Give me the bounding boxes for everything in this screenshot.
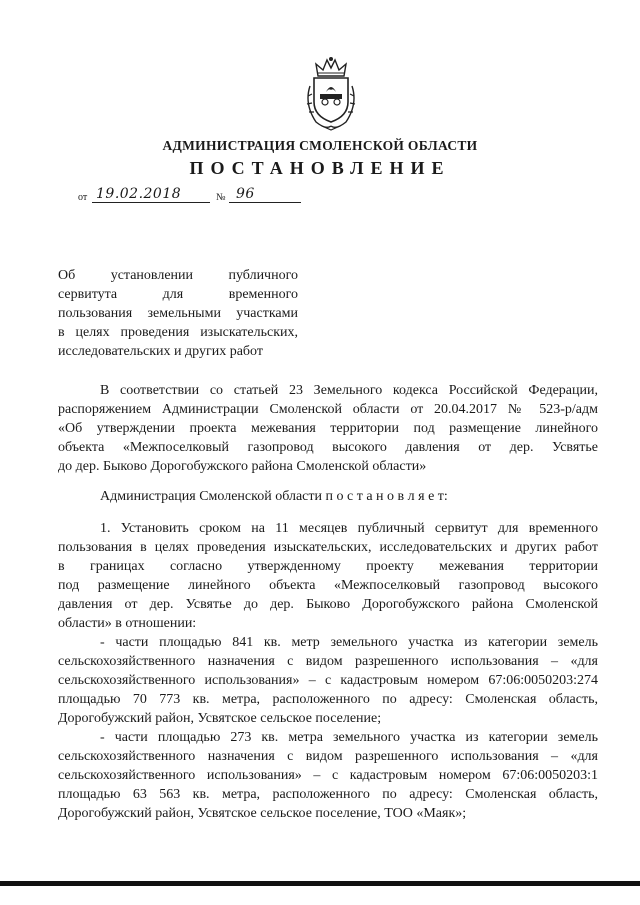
document-subject [58,266,298,361]
number-label: № [216,192,226,203]
bullet-1-paragraph [58,633,598,728]
text-line: «Об утверждении проекта межевания территории под размещение линейного [58,421,598,436]
text-line: Дорогобужский район, Усвятское сельское поселение; [58,711,382,726]
text-line: Администрация Смоленской области п о с т а н о в л я е т: [100,489,448,504]
number-value: 96 [236,186,255,202]
subject-line: исследовательских и других работ [58,344,263,359]
text-line: области» в отношении: [58,616,197,631]
document-type: ПОСТАНОВЛЕНИЕ [189,158,451,178]
date-value: 19.02.2018 [96,186,182,202]
text-line: 1. Установить сроком на 11 месяцев публичный сервитут для временного [100,521,598,536]
text-line: площадью 70 773 кв. метра, расположенного по адресу: Смоленская область, [58,692,598,707]
subject-line: Об установлении публичного [58,268,298,283]
bullet-2-paragraph [58,728,598,823]
subject-line: сервитута для временного [58,287,298,302]
text-line: в границах согласно утвержденному проекту межевания территории [58,559,598,574]
page-bottom-border [0,881,640,886]
text-line: давления от дер. Усвятье до дер. Быково Дорогобужского района Смоленской [58,597,598,612]
text-line: объекта «Межпоселковый газопровод высокого давления от дер. Усвятье [58,440,598,455]
text-line: пользования в целях проведения изыскательских, исследовательских и других работ [58,540,598,555]
document-meta [78,188,378,210]
text-line: сельскохозяйственного назначения с видом разрешенного использования – «для [58,654,598,669]
item-1-paragraph [58,519,598,633]
text-line: - части площадью 273 кв. метра земельного участка из категории земель [100,730,598,745]
preamble-paragraph [58,381,598,476]
coat-of-arms-icon [300,56,362,132]
text-line: до дер. Быково Дорогобужского района Смоленской области» [58,459,427,474]
date-label: от [78,192,88,203]
text-line: распоряжением Администрации Смоленской области от 20.04.2017 № 523-р/адм [58,402,598,417]
text-line: В соответствии со статьей 23 Земельного кодекса Российской Федерации, [100,383,598,398]
text-line: сельскохозяйственного использования» – с кадастровым номером 67:06:0050203:274 [58,673,598,688]
text-line: - части площадью 841 кв. метр земельного участка из категории земель [100,635,598,650]
subject-line: в целях проведения изыскательских, [58,325,298,340]
organization-name: АДМИНИСТРАЦИЯ СМОЛЕНСКОЙ ОБЛАСТИ [162,138,478,153]
text-line: сельскохозяйственного назначения с видом разрешенного использования – «для [58,749,598,764]
text-line: сельскохозяйственного использования» – с кадастровым номером 67:06:0050203:1 [58,768,598,783]
subject-line: пользования земельными участками [58,306,298,321]
text-line: под размещение линейного объекта «Межпоселковый газопровод высокого [58,578,598,593]
resolves-paragraph [58,487,598,506]
text-line: площадью 63 563 кв. метра, расположенного по адресу: Смоленская область, [58,787,598,802]
text-line: Дорогобужский район, Усвятское сельское поселение, ТОО «Маяк»; [58,806,467,821]
